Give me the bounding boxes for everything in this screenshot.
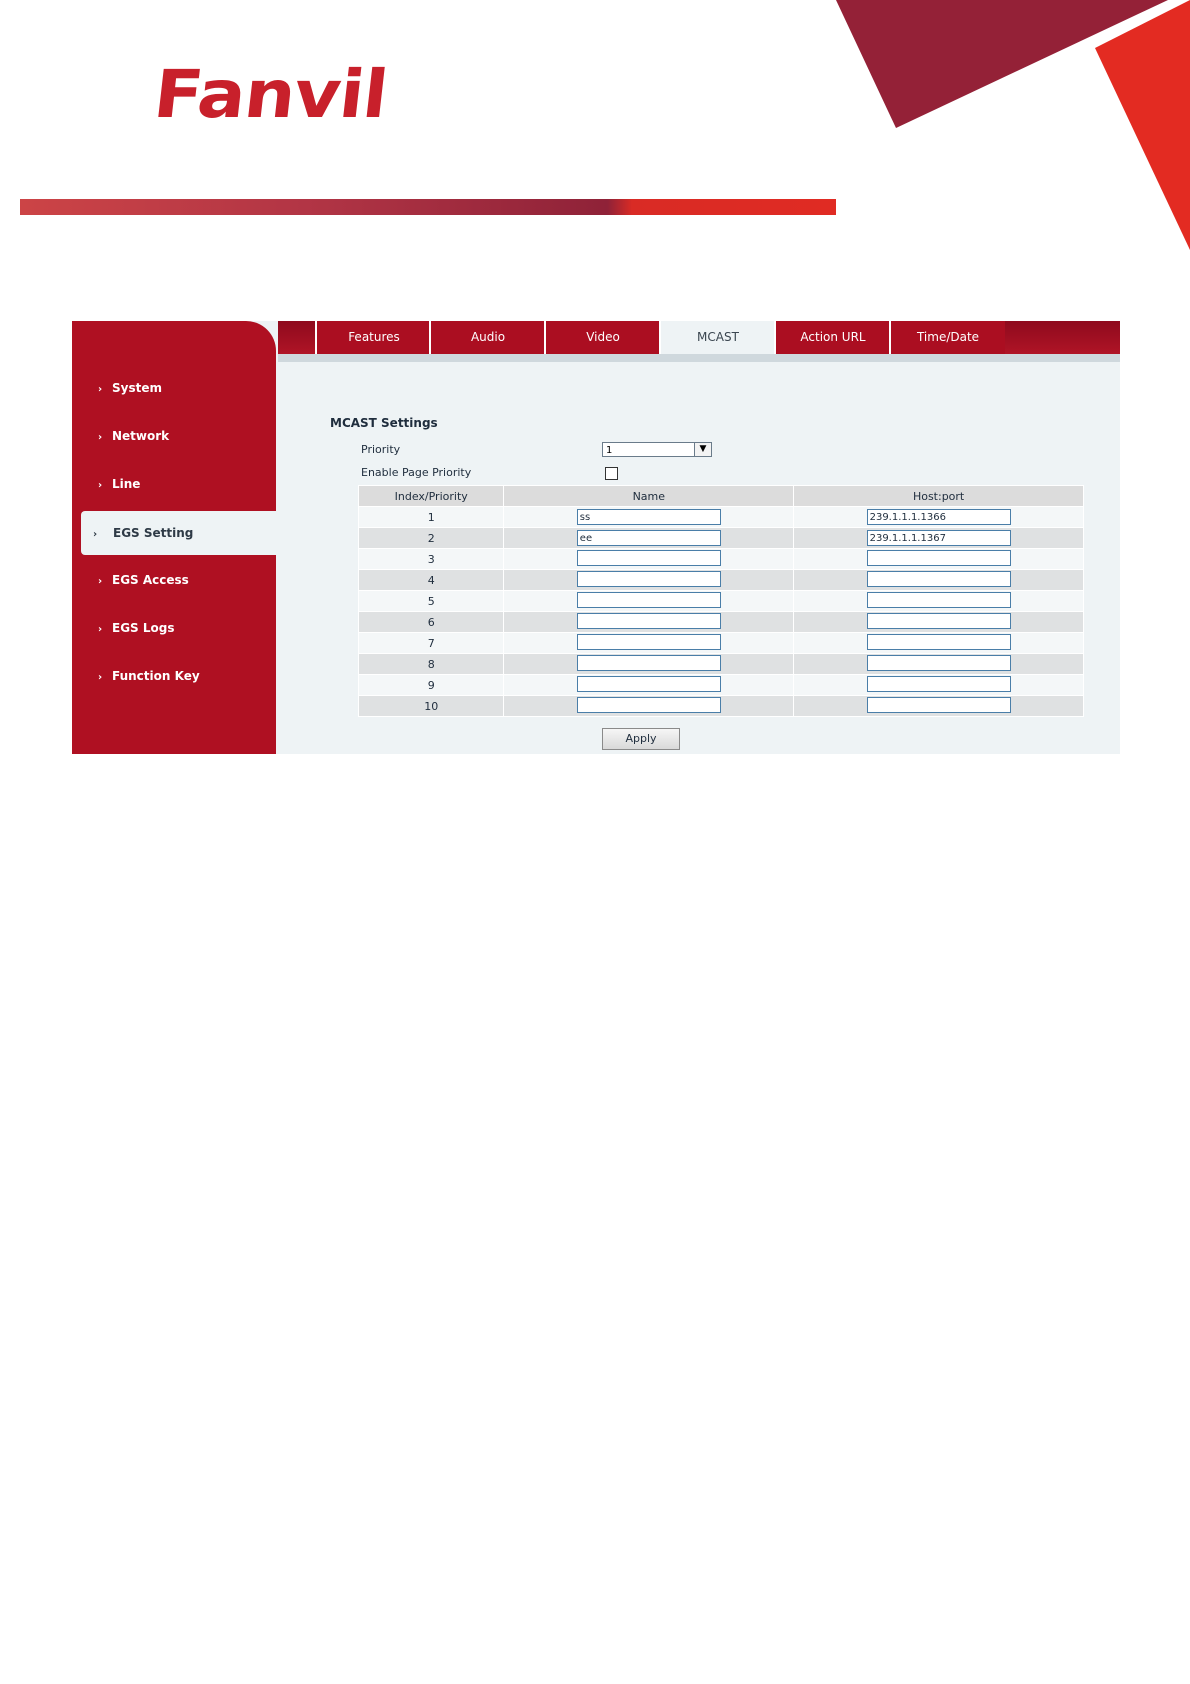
host-port-input[interactable]: 239.1.1.1.1367	[867, 530, 1011, 546]
chevron-right-icon: ›	[98, 624, 103, 635]
tab-underline	[278, 354, 1120, 362]
row-index: 4	[359, 570, 504, 591]
name-cell	[504, 675, 794, 696]
fanvil-logo: Fanvil	[149, 56, 391, 133]
sidebar-item-egs-logs[interactable]	[98, 618, 175, 638]
chevron-down-icon: ▼	[694, 443, 711, 456]
host-port-input[interactable]	[867, 550, 1011, 566]
priority-label: Priority	[361, 443, 401, 456]
row-index: 3	[359, 549, 504, 570]
tab-video[interactable]: Video	[544, 321, 660, 354]
priority-select[interactable]	[602, 442, 712, 457]
host-port-input[interactable]	[867, 676, 1011, 692]
name-cell	[504, 696, 794, 717]
name-cell	[504, 633, 794, 654]
sidebar-item-system[interactable]	[98, 378, 162, 398]
table-row	[359, 528, 1084, 549]
column-header-index: Index/Priority	[359, 486, 504, 507]
table-row	[359, 654, 1084, 675]
sidebar-item-label: Line	[112, 477, 141, 491]
apply-button[interactable]: Apply	[602, 728, 680, 750]
column-header-host: Host:port	[794, 486, 1084, 507]
corner-shape-red	[1095, 0, 1190, 250]
name-cell	[504, 549, 794, 570]
sidebar-item-line[interactable]	[98, 474, 140, 494]
host-cell	[794, 633, 1084, 654]
host-port-input[interactable]	[867, 655, 1011, 671]
table-row	[359, 633, 1084, 654]
row-index: 7	[359, 633, 504, 654]
table-row	[359, 612, 1084, 633]
host-port-input[interactable]: 239.1.1.1.1366	[867, 509, 1011, 525]
name-input[interactable]	[577, 613, 721, 629]
host-cell	[794, 507, 1084, 528]
sidebar-item-label: Function Key	[112, 669, 200, 683]
host-cell	[794, 675, 1084, 696]
mcast-table	[358, 485, 1084, 717]
tab-time-date[interactable]: Time/Date	[889, 321, 1005, 354]
priority-select-value: 1	[606, 445, 613, 456]
sidebar-item-label: Network	[112, 429, 170, 443]
chevron-right-icon: ›	[98, 480, 103, 491]
host-port-input[interactable]	[867, 613, 1011, 629]
host-cell	[794, 549, 1084, 570]
row-index: 9	[359, 675, 504, 696]
host-port-input[interactable]	[867, 697, 1011, 713]
host-cell	[794, 570, 1084, 591]
host-port-input[interactable]	[867, 634, 1011, 650]
row-index: 1	[359, 507, 504, 528]
sidebar-item-label: EGS Access	[112, 573, 189, 587]
enable-page-priority-label: Enable Page Priority	[361, 466, 472, 479]
name-input[interactable]	[577, 676, 721, 692]
host-port-input[interactable]	[867, 571, 1011, 587]
host-port-input[interactable]	[867, 592, 1011, 608]
table-row	[359, 549, 1084, 570]
name-input[interactable]	[577, 550, 721, 566]
name-input[interactable]	[577, 592, 721, 608]
tab-audio[interactable]: Audio	[429, 321, 545, 354]
name-input[interactable]	[577, 571, 721, 587]
sidebar-item-network[interactable]	[98, 426, 169, 446]
header-gradient-bar	[20, 199, 836, 215]
sidebar-item-egs-access[interactable]	[98, 570, 189, 590]
name-cell	[504, 528, 794, 549]
chevron-right-icon: ›	[98, 576, 103, 587]
corner-decoration	[0, 0, 1190, 300]
sidebar-item-label: EGS Logs	[112, 621, 175, 635]
host-cell	[794, 591, 1084, 612]
name-input[interactable]	[577, 697, 721, 713]
enable-page-priority-checkbox[interactable]	[605, 467, 618, 480]
web-ui-screenshot	[72, 321, 1120, 754]
row-index: 8	[359, 654, 504, 675]
host-cell	[794, 528, 1084, 549]
sidebar-item-label: System	[112, 381, 162, 395]
host-cell	[794, 696, 1084, 717]
sidebar-item-egs-setting[interactable]	[81, 511, 276, 555]
row-index: 6	[359, 612, 504, 633]
name-input[interactable]	[577, 634, 721, 650]
row-index: 5	[359, 591, 504, 612]
name-input[interactable]	[577, 655, 721, 671]
tab-mcast[interactable]: MCAST	[659, 321, 775, 354]
table-row	[359, 591, 1084, 612]
table-row	[359, 570, 1084, 591]
sidebar-item-function-key[interactable]	[98, 666, 200, 686]
tab-action-url[interactable]: Action URL	[774, 321, 890, 354]
sidebar	[72, 321, 276, 754]
host-cell	[794, 654, 1084, 675]
name-cell	[504, 654, 794, 675]
table-row	[359, 675, 1084, 696]
name-cell	[504, 591, 794, 612]
section-title: MCAST Settings	[330, 416, 438, 430]
table-row	[359, 696, 1084, 717]
name-input[interactable]: ss	[577, 509, 721, 525]
host-cell	[794, 612, 1084, 633]
chevron-right-icon: ›	[98, 432, 103, 443]
row-index: 10	[359, 696, 504, 717]
tab-features[interactable]: Features	[315, 321, 431, 354]
chevron-right-icon: ›	[98, 384, 103, 395]
row-index: 2	[359, 528, 504, 549]
sidebar-item-label: EGS Setting	[113, 526, 194, 540]
name-input[interactable]: ee	[577, 530, 721, 546]
name-cell	[504, 570, 794, 591]
name-cell	[504, 612, 794, 633]
name-cell	[504, 507, 794, 528]
chevron-right-icon: ›	[98, 672, 103, 683]
column-header-name: Name	[504, 486, 794, 507]
table-row	[359, 507, 1084, 528]
chevron-right-icon: ›	[93, 529, 98, 540]
